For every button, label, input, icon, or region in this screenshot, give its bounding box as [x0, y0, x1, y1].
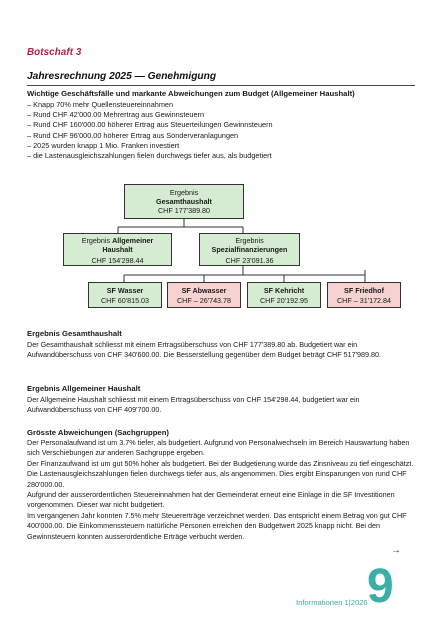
paragraph: Im vergangenen Jahr konnten 7.5% mehr Steuererträge verzeichnet werden. Das entspricht einem Betrag von gut CHF 400'000.00. Die Einkommenssteuern natürliche Personen erreichen den Budgetwert 2025 knapp nicht. Bei den Gewinnsteuern konnten ausserordentliche Erträge verbucht werden. — [27, 510, 407, 541]
box-spezial-name: Spezialfinanzierungen — [211, 245, 288, 254]
page-number: 9 — [367, 560, 394, 613]
paragraph: Die Lastenausgleichszahlungen fielen durchwegs tiefer aus, als angenommen. Dies ergibt Einsparungen von rund CHF 280'000.00. — [27, 469, 407, 489]
bullet-item: – Knapp 70% mehr Quellensteuereinnahmen — [27, 100, 174, 109]
bullet-item: – die Lastenausgleichszahlungen fielen durchwegs tiefer aus, als budgetiert — [27, 151, 272, 161]
heading-abweichungen: Grösste Abweichungen (Sachgruppen) — [27, 428, 169, 437]
box-gesamt-name: Gesamthaushalt — [156, 197, 212, 206]
text-abweichungen — [27, 438, 419, 542]
bullet-item: – Rund CHF 160'000.00 höherer Ertrag aus Steuerteilungen Gewinnsteuern — [27, 120, 273, 130]
paragraph: Aufgrund der ausserordentlichen Steuereinnahmen hat der Gemeinderat erneut eine Einlage in die SF Investitionen vorgenommen. Dieser war nicht budgetiert. — [27, 490, 395, 510]
box-allgemein-value: CHF 154'298.44 — [91, 256, 144, 265]
fund-name: SF Kehricht — [263, 286, 305, 295]
box-gesamt-label: Ergebnis — [169, 188, 199, 197]
box-spezial-value: CHF 23'091.36 — [225, 256, 274, 265]
box-allgemein-label: Ergebnis — [81, 236, 113, 245]
fund-value: CHF – 31'172.84 — [336, 296, 392, 305]
page-title: Jahresrechnung 2025 — Genehmigung — [27, 71, 217, 82]
bullet-item: – Rund CHF 42'000.00 Mehrertrag aus Gewinnsteuern — [27, 110, 205, 120]
box-spezial-label: Ergebnis — [235, 236, 264, 245]
continue-arrow-icon: → — [391, 545, 401, 556]
heading-allgemeiner-haushalt: Ergebnis Allgemeiner Haushalt — [27, 384, 141, 393]
fund-name: SF Wasser — [106, 286, 144, 295]
bullet-item: – Rund CHF 96'000.00 höherer Ertrag aus Sonderveranlagungen — [27, 130, 239, 140]
publication-label: Informationen 1|2026 — [296, 598, 368, 607]
box-spezialfinanzierungen — [199, 233, 300, 266]
text-gesamthaushalt: Der Gesamthaushalt schliesst mit einem Ertragsüberschuss von CHF 177'389.80 ab. Budgetiert war ein Aufwandüberschuss von CHF 340'600.00. Die Besserstellung gegenüber dem Budget beträgt CHF 517'989.80. — [27, 340, 381, 360]
box-sf-abwasser — [167, 282, 241, 308]
intro-heading: Wichtige Geschäftsfälle und markante Abweichungen zum Budget (Allgemeiner Haushalt) — [27, 89, 355, 98]
box-sf-friedhof — [327, 282, 401, 308]
fund-name: SF Friedhof — [344, 286, 384, 295]
box-allgemein-name-a: Allgemeiner — [112, 236, 154, 245]
bullet-item: – 2025 wurden knapp 1 Mio. Franken investiert — [27, 140, 180, 150]
fund-value: CHF 20'192.95 — [259, 296, 309, 305]
box-allgemeiner-haushalt — [63, 233, 172, 266]
box-gesamthaushalt — [124, 184, 244, 219]
fund-value: CHF 60'815.03 — [100, 296, 150, 305]
box-sf-wasser — [88, 282, 162, 308]
section-label: Botschaft 3 — [27, 47, 82, 58]
text-allgemeiner-haushalt: Der Allgemeine Haushalt schliesst mit einem Ertragsüberschuss von CHF 154'298.44, budgetiert war ein Aufwandüberschuss von CHF 409'700.00. — [27, 395, 360, 415]
box-sf-kehricht — [247, 282, 321, 308]
box-allgemein-name-b: Haushalt — [102, 245, 133, 254]
heading-gesamthaushalt: Ergebnis Gesamthaushalt — [27, 329, 122, 338]
box-gesamt-value: CHF 177'389.80 — [157, 206, 211, 215]
fund-value: CHF – 26'743.78 — [176, 296, 232, 305]
paragraph: Der Personalaufwand ist um 3.7% tiefer, als budgetiert. Aufgrund von Personalwechseln im Bereich Hauswartung haben sich Verschiebungen zur anderen Sachgruppe ergeben. — [27, 438, 410, 458]
fund-name: SF Abwasser — [181, 286, 227, 295]
paragraph: Der Finanzaufwand ist um gut 50% höher als budgetiert. Bei der Budgetierung wurde das Zinsniveau zu tief eingeschätzt. — [27, 458, 414, 468]
